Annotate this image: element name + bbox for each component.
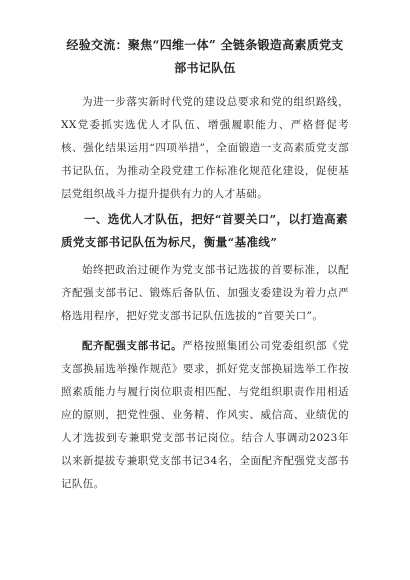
section-heading: 一、选优人才队伍，把好“首要关口”，以打造高素质党支部书记队伍为标尺，衡量“基准线” (61, 212, 348, 249)
document-title: 经验交流：聚焦“四维一体” 全链条锻造高素质党支部书记队伍 (66, 38, 344, 75)
section-paragraph: 始终把政治过硬作为党支部书记选拔的首要标准，以配齐配强支部书记、锻炼后备队伍、加强支委建设为着力点严格选用程序，把好党支部书记队伍选拔的“首要关口”。 (61, 264, 349, 322)
paragraph-body: 严格按照集团公司党委组织部《党支部换届选举操作规范》要求，抓好党支部换届选举工作按照素质能力与履行岗位职责相匹配、与党组织职责作用相适应的原则，把党性强、业务精、作风实、威信高、业绩优的人才选拔到专兼职党支部书记岗位。结合人事调动2023年以来新提拔专兼职党支部书记34名，全面配齐配强党支部书记队伍。 (61, 340, 349, 490)
section-paragraph-2 (61, 335, 349, 496)
paragraph-lead: 配齐配强支部书记。 (82, 340, 183, 352)
intro-paragraph: 为进一步落实新时代党的建设总要求和党的组织路线，XX党委抓实选优人才队伍、增强履职能力、严格督促考核、强化结果运用“四项举措”，全面锻造一支高素质党支部书记队伍，为推动全段党建工作标准化规范化建设，促使基层党组织战斗力提升提供有力的人才基础。 (61, 96, 349, 200)
